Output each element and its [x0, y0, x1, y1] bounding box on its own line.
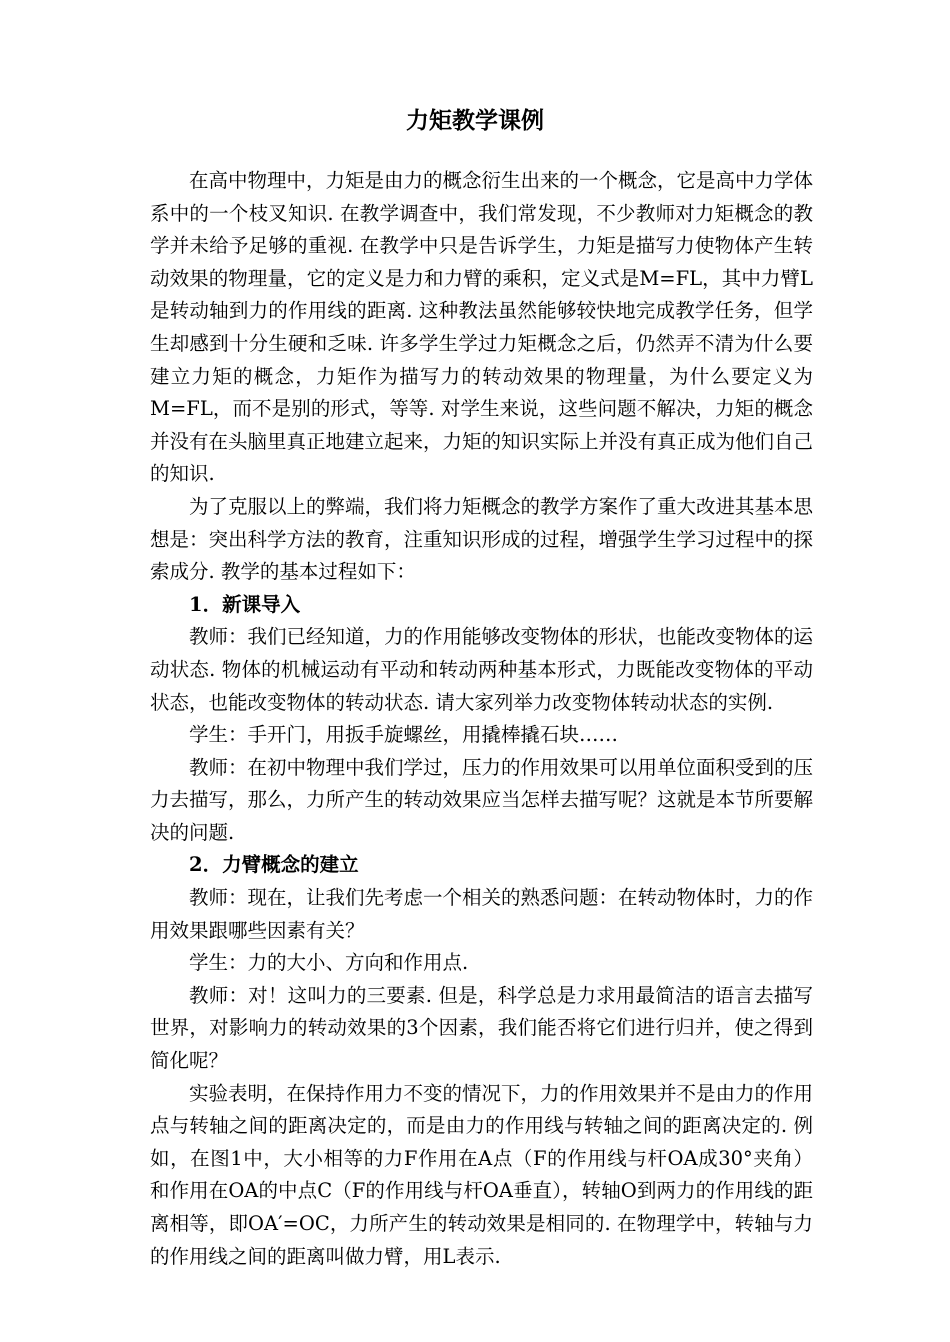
paragraph-improvement: 为了克服以上的弊端，我们将力矩概念的教学方案作了重大改进其基本思想是：突出科学方法的教育，注重知识形成的过程，增强学生学习过程中的探索成分. 教学的基本过程如下： [150, 494, 814, 584]
paragraph-student-1: 学生：手开门，用扳手旋螺丝，用撬棒撬石块…… [189, 723, 619, 747]
paragraph-intro: 在高中物理中，力矩是由力的概念衍生出来的一个概念，它是高中力学体系中的一个枝叉知识. 在教学调查中，我们常发现，不少教师对力矩概念的教学并未给予足够的重视. 在教学中只是告诉学生，力矩是描写力使物体产生转动效果的物理量，它的定义是力和力臂的乘积，定义式是M=FL，其中力臂L是转动轴到力的作用线的距离. 这种教法虽然能够较快地完成教学任务，但学生却感到十分生硬和乏味. 许多学生学过力矩概念之后，仍然弄不清为什么要建立力矩的概念，力矩作为描写力的转动效果的物理量，为什么要定义为M=FL，而不是别的形式，等等. 对学生来说，这些问题不解决，力矩的概念并没有在头脑里真正地建立起来，力矩的知识实际上并没有真正成为他们自己的知识. [150, 169, 814, 486]
document-body [150, 165, 813, 1273]
paragraph-teacher-2: 教师：在初中物理中我们学过，压力的作用效果可以用单位面积受到的压力去描写，那么，力所产生的转动效果应当怎样去描写呢？这就是本节所要解决的问题. [150, 755, 814, 844]
section-heading-1: 1．新课导入 [189, 592, 301, 616]
section-heading-2: 2．力臂概念的建立 [189, 853, 359, 877]
paragraph-teacher-1: 教师：我们已经知道，力的作用能够改变物体的形状，也能改变物体的运动状态. 物体的机械运动有平动和转动两种基本形式，力既能改变物体的平动状态，也能改变物体的转动状态. 请大家列举力改变物体转动状态的实例. [150, 625, 814, 714]
page-title: 力矩教学课例 [406, 108, 544, 134]
paragraph-teacher-3: 教师：现在，让我们先考虑一个相关的熟悉问题：在转动物体时，力的作用效果跟哪些因素有关？ [150, 886, 814, 942]
paragraph-teacher-4: 教师：对！这叫力的三要素. 但是，科学总是力求用最简洁的语言去描写世界，对影响力的转动效果的3个因素，我们能否将它们进行归并，使之得到简化呢？ [150, 983, 813, 1073]
paragraph-experiment: 实验表明，在保持作用力不变的情况下，力的作用效果并不是由力的作用点与转轴之间的距离决定的，而是由力的作用线与转轴之间的距离决定的. 例如，在图1中，大小相等的力F作用在A点（F的作用线与杆OA成30°夹角）和作用在OA的中点C（F的作用线与杆OA垂直），转轴O到两力的作用线的距离相等，即OA′=OC，力所产生的转动效果是相同的. 在物理学中，转轴与力的作用线之间的距离叫做力臂，用L表示. [150, 1081, 814, 1268]
paragraph-student-2: 学生：力的大小、方向和作用点. [189, 951, 469, 975]
